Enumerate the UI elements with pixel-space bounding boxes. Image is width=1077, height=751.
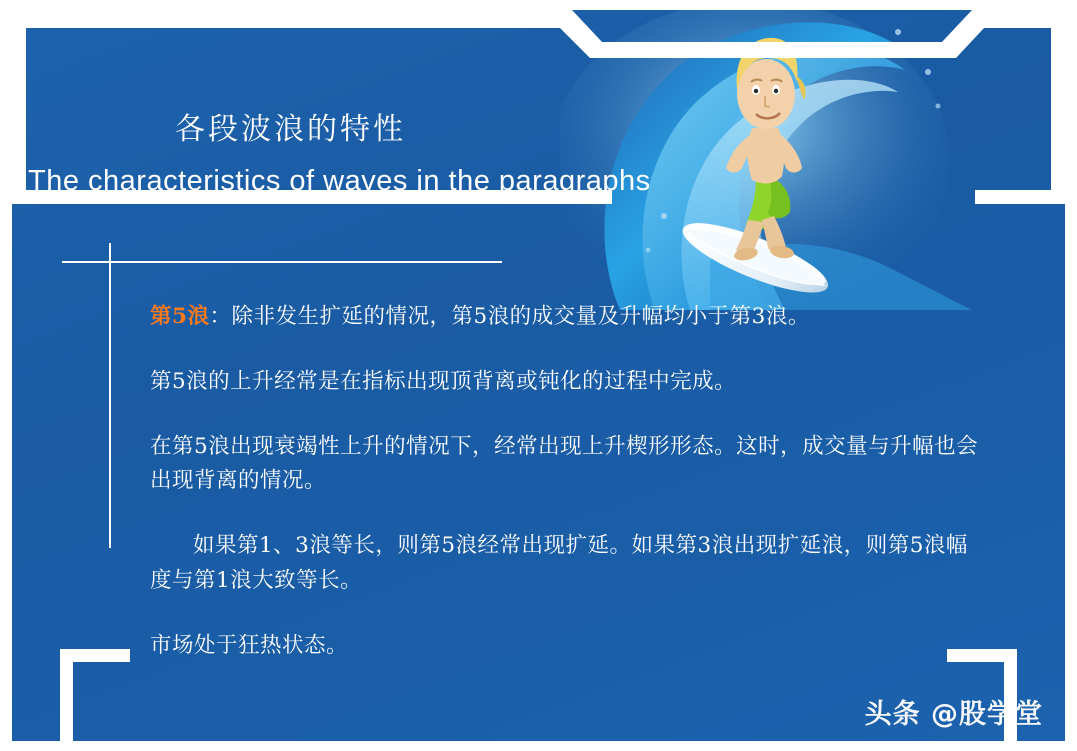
right-white-bar xyxy=(1051,10,1065,200)
frame-top xyxy=(0,0,1077,10)
page-title-en: The characteristics of waves in the paragraphs xyxy=(28,165,651,197)
frame-right xyxy=(1065,0,1077,751)
slide-body xyxy=(150,300,980,694)
paragraph-1-text: ：除非发生扩延的情况，第5浪的成交量及升幅均小于第3浪。 xyxy=(209,304,810,329)
paragraph-5: 市场处于狂热状态。 xyxy=(150,632,349,658)
page-title-cn: 各段波浪的特性 xyxy=(175,112,406,147)
paragraph-3: 在第5浪出现衰竭性上升的情况下，经常出现上升楔形形态。这时，成交量与升幅也会出现背离的情况。 xyxy=(150,433,979,494)
right-white-underline xyxy=(975,190,1065,204)
decorative-horizontal-rule xyxy=(62,261,502,263)
corner-bracket-bottom-left xyxy=(60,649,130,741)
frame-bottom xyxy=(0,741,1077,751)
corner-bracket-bl-horizontal xyxy=(60,649,130,662)
decorative-vertical-rule xyxy=(109,243,111,548)
paragraph-1-lead: 第5浪 xyxy=(150,304,210,329)
watermark: 头条 @股学堂 xyxy=(864,699,1043,730)
left-white-bar xyxy=(12,10,26,200)
paragraph-2: 第5浪的上升经常是在指标出现顶背离或钝化的过程中完成。 xyxy=(150,368,737,394)
paragraph-1 xyxy=(150,300,980,335)
frame-left xyxy=(0,0,12,751)
paragraph-4: 如果第1、3浪等长，则第5浪经常出现扩延。如果第3浪出现扩延浪，则第5浪幅度与第1浪大致等长。 xyxy=(150,533,968,594)
corner-bracket-bl-vertical xyxy=(60,649,73,741)
